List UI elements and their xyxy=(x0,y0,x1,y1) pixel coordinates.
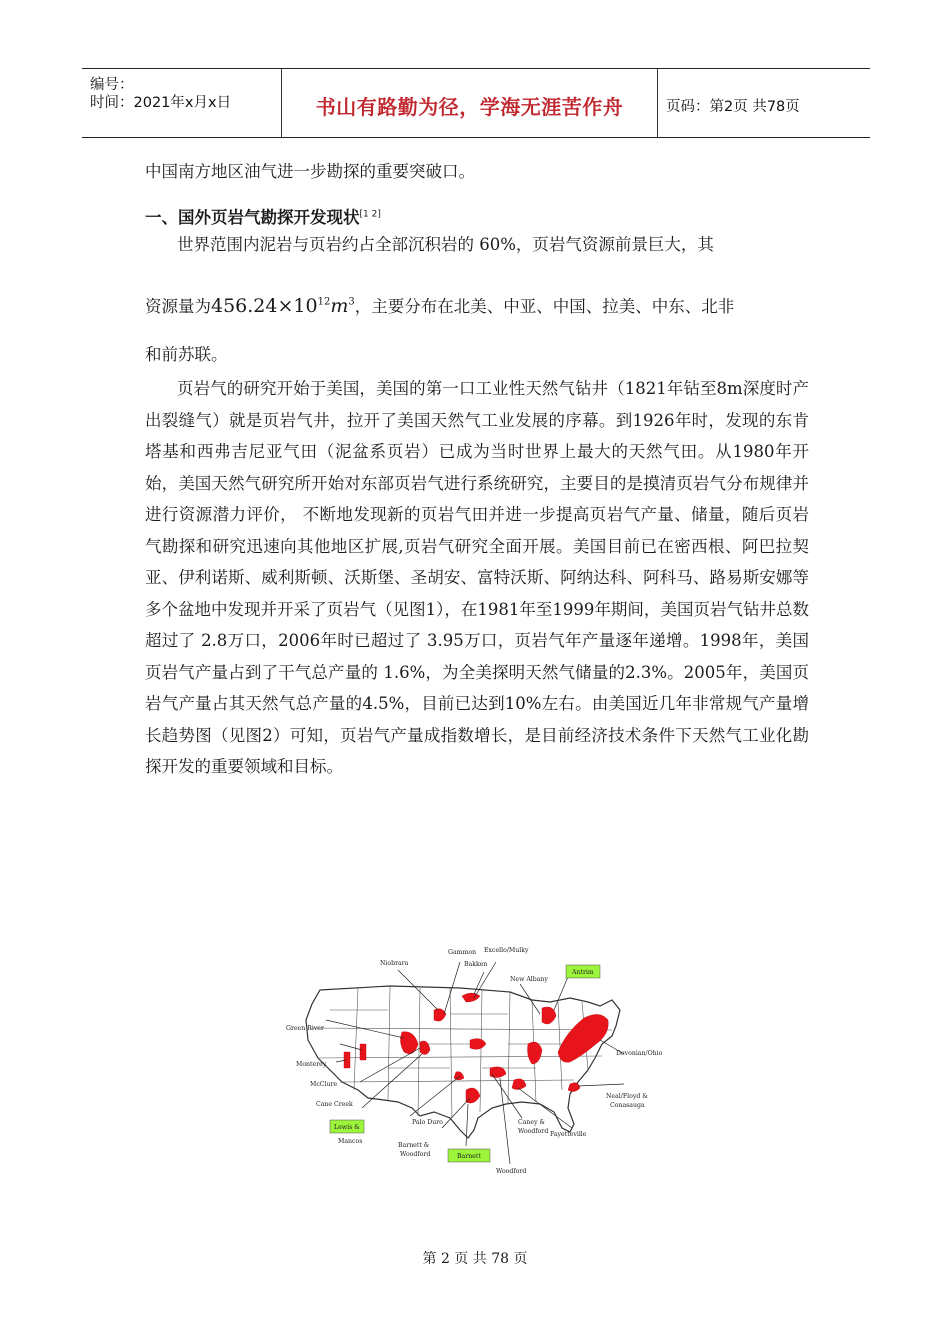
paragraph-1-prefix: 资源量为 xyxy=(145,297,211,316)
label-palo-duro: Palo Duro xyxy=(412,1119,443,1126)
label-bakken: Bakken xyxy=(464,961,488,968)
paragraph-1-suffix: ，主要分布在北美、中亚、中国、拉美、中东、北非 xyxy=(354,297,735,316)
header-motto: 书山有路勤为径，学海无涯苦作舟 xyxy=(315,95,624,119)
section-heading xyxy=(145,204,381,228)
label-excello: Excello/Mulky xyxy=(484,947,529,954)
label-conasauga: Conasauga xyxy=(610,1102,645,1109)
intro-line: 中国南方地区油气进一步勘探的重要突破口。 xyxy=(145,162,475,181)
formula-unit-exponent: 3 xyxy=(348,296,355,308)
label-mcclure: McClure xyxy=(310,1081,338,1088)
label-niobrara: Niobrara xyxy=(380,960,409,967)
document-number-label: 编号： xyxy=(90,77,134,93)
label-barnett-woodford: Barnett & xyxy=(398,1142,430,1149)
paragraph-1-line-1: 世界范围内泥岩与页岩约占全部沉积岩的 60%，页岩气资源前景巨大，其 xyxy=(177,235,714,254)
formula-unit: m xyxy=(330,295,349,317)
label-woodford-1: Woodford xyxy=(400,1151,431,1158)
label-devonian: Devonian/Ohio xyxy=(616,1050,663,1057)
section-reference: [1 2] xyxy=(359,209,381,220)
formula-exponent: 12 xyxy=(317,296,331,308)
label-green-river: Green River xyxy=(286,1025,324,1032)
label-woodford-2: Woodford xyxy=(518,1128,549,1135)
paragraph-1-line-3: 和前苏联。 xyxy=(145,345,228,364)
resource-formula xyxy=(211,295,355,317)
monterey-basin xyxy=(360,1044,366,1060)
paragraph-1-line-2 xyxy=(145,293,734,317)
header-left-cell xyxy=(82,69,282,137)
page-footer: 第 2 页 共 78 页 xyxy=(422,1251,528,1267)
paragraph-2: 页岩气的研究开始于美国，美国的第一口工业性天然气钻井（1821年钻至8m深度时产出裂缝气）就是页岩气井，拉开了美国天然气工业发展的序幕。到1926年时，发现的东肯塔基和西弗吉尼亚气田（泥盆系页岩）已成为当时世界上最大的天然气田。从1980年开始，美国天然气研究所开始对东部页岩气进行系统研究，主要目的是摸清页岩气分布规律并进行资源潜力评价， 不断地发现新的页岩气田并进一步提高页岩气产量、储量，随后页岩气勘探和研究迅速向其他地区扩展,页岩气研究全面开展。美国目前已在密西根、阿巴拉契亚、伊利诺斯、威利斯顿、沃斯堡、圣胡安、富特沃斯、阿纳达科、阿科马、路易斯安娜等多个盆地中发现并开采了页岩气（见图1），在1981年至1999年期间，美国页岩气钻井总数超过了 2.8万口，2006年时已超过了 3.95万口，页岩气年产量逐年递增。1998年，美国页岩气产量占到了干气总产量的 1.6%，为全美探明天然气储量的2.3%。2005年，美国页岩气产量占其天然气总产量的4.5%，目前已达到10%左右。由美国近几年非常规气产量增长趋势图（见图2）可知，页岩气产量成指数增长，是目前经济技术条件下天然气工业化勘探开发的重要领域和目标。 xyxy=(145,379,809,776)
label-monterey: Monterey xyxy=(296,1061,327,1068)
header-right-cell xyxy=(658,69,870,137)
header-middle-cell xyxy=(282,69,658,137)
label-mancos: Mancos xyxy=(338,1138,363,1145)
document-time-label: 时间：2021年x月x日 xyxy=(90,95,232,111)
label-lewis: Lewis & xyxy=(334,1124,360,1131)
label-woodford-3: Woodford xyxy=(496,1168,527,1175)
label-new-albany: New Albany xyxy=(510,976,548,983)
label-gammon: Gammon xyxy=(448,949,477,956)
section-heading-text: 一、国外页岩气勘探开发现状 xyxy=(145,208,360,227)
label-antrim: Antrim xyxy=(572,969,594,976)
label-caney: Caney & xyxy=(518,1119,546,1126)
label-barnett: Barnett xyxy=(457,1153,481,1160)
conasauga-basin xyxy=(568,1083,580,1092)
label-neal: Neal/Floyd & xyxy=(606,1093,648,1100)
label-fayetteville: Fayetteville xyxy=(550,1131,587,1138)
header-page-info: 页码：第2页 共78页 xyxy=(666,99,800,115)
formula-base: 456.24×10 xyxy=(211,295,318,317)
us-shale-basins-map xyxy=(270,940,690,1190)
page-header xyxy=(82,68,870,138)
usa-outline xyxy=(306,986,620,1138)
label-cane-creek: Cane Creek xyxy=(316,1101,353,1108)
